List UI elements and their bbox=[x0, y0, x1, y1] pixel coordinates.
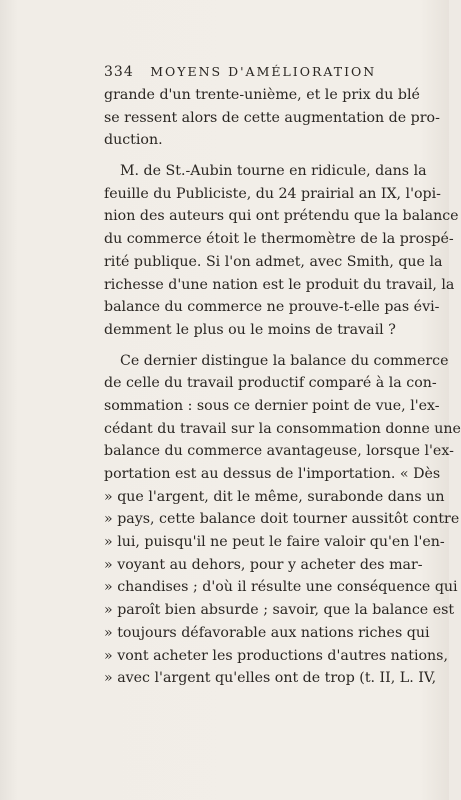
text-line: » paroît bien absurde ; savoir, que la balance est bbox=[104, 602, 455, 619]
paragraph-1 bbox=[104, 84, 440, 152]
text-line: sommation : sous ce dernier point de vue, l'ex- bbox=[104, 397, 440, 414]
text-line: se ressent alors de cette augmentation de pro- bbox=[104, 109, 440, 126]
text-line: » avec l'argent qu'elles ont de trop (t. II, L. IV, bbox=[104, 670, 437, 687]
text-line: » que l'argent, dit le même, surabonde dans un bbox=[104, 488, 445, 505]
text-line: » pays, cette balance doit tourner aussitôt contre bbox=[104, 511, 460, 528]
text-line: richesse d'une nation est le produit du travail, la bbox=[104, 276, 455, 293]
text-line: » chandises ; d'où il résulte une conséquence qui bbox=[104, 579, 458, 596]
text-line: rité publique. Si l'on admet, avec Smith, que la bbox=[104, 253, 443, 270]
page-number: 334 bbox=[104, 64, 134, 80]
running-header bbox=[104, 64, 394, 80]
text-line: du commerce étoit le thermomètre de la prospé- bbox=[104, 231, 454, 248]
text-line: feuille du Publiciste, du 24 prairial an IX, l'opi- bbox=[104, 185, 441, 202]
text-line: » vont acheter les productions d'autres nations, bbox=[104, 647, 448, 664]
paragraph-3 bbox=[104, 350, 461, 690]
text-line: demment le plus ou le moins de travail ? bbox=[104, 321, 396, 338]
text-line: Ce dernier distingue la balance du commerce bbox=[120, 352, 449, 369]
text-line: grande d'un trente-unième, et le prix du blé bbox=[104, 87, 420, 103]
running-title: MOYENS D'AMÉLIORATION bbox=[150, 64, 377, 79]
text-line: duction. bbox=[104, 132, 163, 149]
text-line: de celle du travail productif comparé à la con- bbox=[104, 375, 437, 392]
text-line: portation est au dessus de l'importation. « Dès bbox=[104, 466, 441, 482]
text-line: » lui, puisqu'il ne peut le faire valoir qu'en l'en- bbox=[104, 534, 445, 551]
text-line: nion des auteurs qui ont prétendu que la balance bbox=[104, 208, 459, 225]
text-line: » voyant au dehors, pour y acheter des mar- bbox=[104, 556, 423, 573]
text-line: cédant du travail sur la consommation donne une bbox=[104, 420, 461, 437]
text-line: M. de St.-Aubin tourne en ridicule, dans la bbox=[120, 163, 427, 180]
text-line: » toujours défavorable aux nations riches qui bbox=[104, 624, 430, 641]
text-line: balance du commerce avantageuse, lorsque l'ex- bbox=[104, 443, 454, 460]
page-body bbox=[104, 84, 461, 690]
text-line: balance du commerce ne prouve-t-elle pas évi- bbox=[104, 299, 440, 316]
paragraph-2 bbox=[104, 160, 459, 342]
